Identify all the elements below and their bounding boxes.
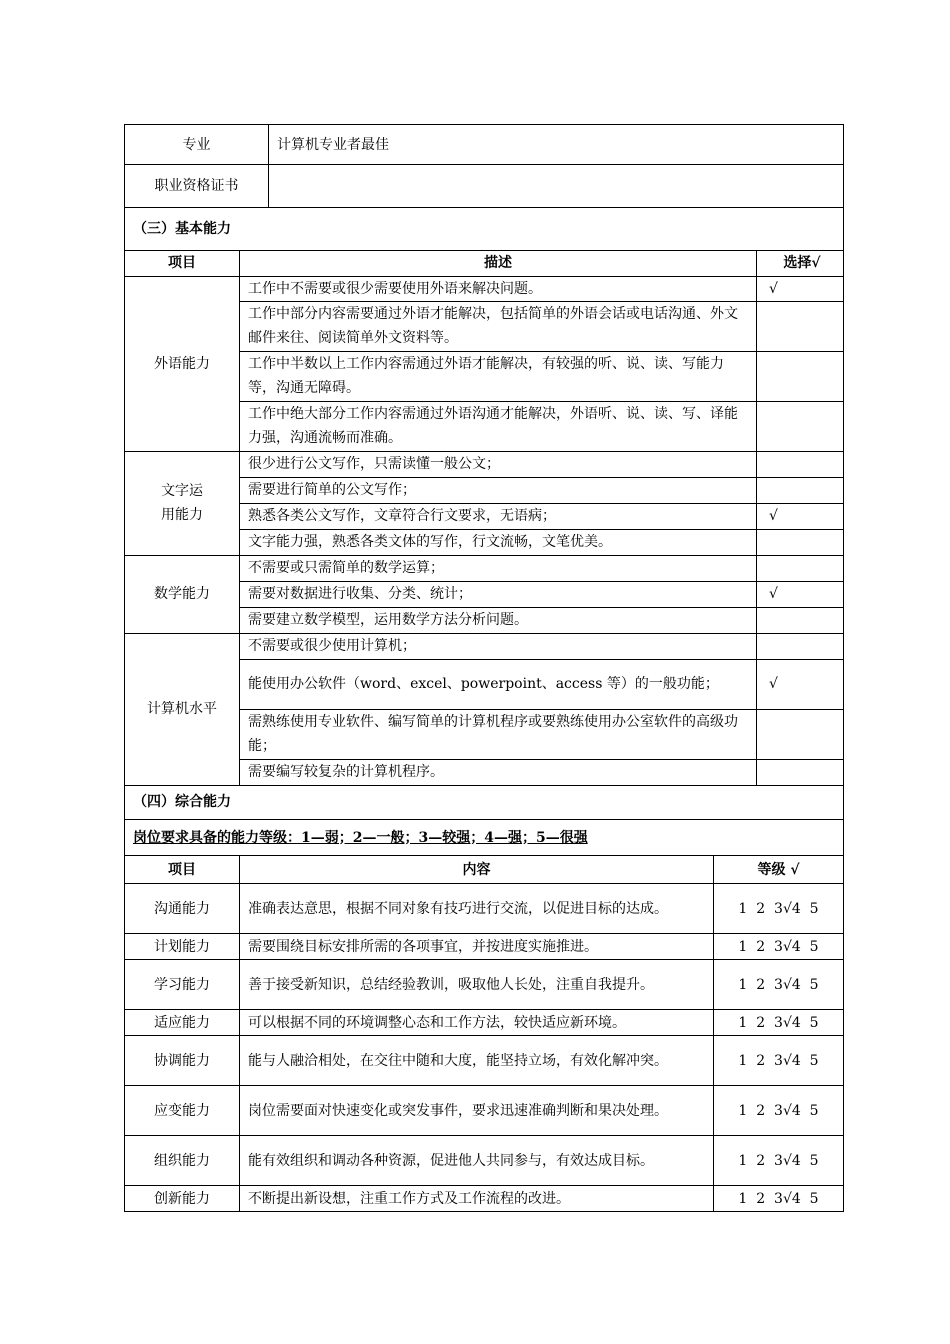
basic-header-item: 项目 [125,250,240,276]
ability-level: 1 2 3√4 5 [714,1010,844,1036]
choice-checkmark [757,607,844,633]
ability-content: 岗位需要面对快速变化或突发事件，要求迅速准确判断和果决处理。 [240,1086,714,1136]
choice-checkmark [757,401,844,451]
ability-description: 不需要或只需简单的数学运算； [240,555,757,581]
comp-header-level: 等级 √ [714,856,844,884]
comprehensive-row [125,1036,844,1086]
choice-checkmark [757,633,844,659]
basic-ability-table [124,208,844,786]
ability-name: 协调能力 [125,1036,240,1086]
ability-category: 文字运用能力 [125,451,240,555]
ability-description: 需熟练使用专业软件、编写简单的计算机程序或要熟练使用办公室软件的高级功能； [240,709,757,759]
ability-name: 创新能力 [125,1186,240,1212]
ability-content: 能与人融洽相处，在交往中随和大度，能坚持立场，有效化解冲突。 [240,1036,714,1086]
choice-checkmark [757,529,844,555]
comprehensive-row [125,934,844,960]
ability-name: 适应能力 [125,1010,240,1036]
ability-content: 需要围绕目标安排所需的各项事宜，并按进度实施推进。 [240,934,714,960]
ability-content: 准确表达意思，根据不同对象有技巧进行交流，以促进目标的达成。 [240,884,714,934]
comp-header-item: 项目 [125,856,240,884]
choice-checkmark [757,709,844,759]
ability-row [125,451,844,477]
ability-level: 1 2 3√4 5 [714,934,844,960]
ability-row [125,633,844,659]
choice-checkmark: √ [757,581,844,607]
ability-level: 1 2 3√4 5 [714,960,844,1010]
ability-category: 数学能力 [125,555,240,633]
major-label: 专业 [125,125,269,165]
ability-description: 能使用办公软件（word、excel、powerpoint、access 等）的一般功能； [240,659,757,709]
comprehensive-row [125,1186,844,1212]
comprehensive-ability-table [124,786,844,1213]
ability-level: 1 2 3√4 5 [714,1186,844,1212]
ability-name: 计划能力 [125,934,240,960]
comprehensive-ability-rows [125,884,844,1212]
comprehensive-row [125,1010,844,1036]
ability-row [125,276,844,301]
ability-description: 不需要或很少使用计算机； [240,633,757,659]
ability-name: 组织能力 [125,1136,240,1186]
ability-description: 工作中绝大部分工作内容需通过外语沟通才能解决，外语听、说、读、写、译能力强，沟通流畅而准确。 [240,401,757,451]
comp-header-content: 内容 [240,856,714,884]
ability-content: 可以根据不同的环境调整心态和工作方法，较快适应新环境。 [240,1010,714,1036]
ability-row [125,555,844,581]
choice-checkmark [757,555,844,581]
ability-description: 很少进行公文写作，只需读懂一般公文； [240,451,757,477]
choice-checkmark: √ [757,276,844,301]
basic-ability-rows [125,276,844,785]
comprehensive-row [125,960,844,1010]
ability-description: 需要编写较复杂的计算机程序。 [240,759,757,785]
qualification-table [124,124,844,208]
major-value: 计算机专业者最佳 [269,125,844,165]
job-description-sheet [124,124,843,1212]
choice-checkmark: √ [757,503,844,529]
ability-level: 1 2 3√4 5 [714,884,844,934]
ability-category: 外语能力 [125,276,240,451]
ability-description: 工作中不需要或很少需要使用外语来解决问题。 [240,276,757,301]
ability-description: 需要进行简单的公文写作； [240,477,757,503]
ability-level: 1 2 3√4 5 [714,1086,844,1136]
ability-description: 熟悉各类公文写作，文章符合行文要求，无语病； [240,503,757,529]
level-legend-note: 岗位要求具备的能力等级：1—弱；2—一般；3—较强；4—强；5—很强 [125,820,844,856]
ability-description: 文字能力强，熟悉各类文体的写作，行文流畅，文笔优美。 [240,529,757,555]
ability-content: 善于接受新知识，总结经验教训，吸取他人长处，注重自我提升。 [240,960,714,1010]
ability-description: 需要对数据进行收集、分类、统计； [240,581,757,607]
ability-description: 工作中部分内容需要通过外语才能解决，包括简单的外语会话或电话沟通、外文邮件来往、阅读简单外文资料等。 [240,301,757,351]
ability-content: 能有效组织和调动各种资源，促进他人共同参与，有效达成目标。 [240,1136,714,1186]
ability-name: 应变能力 [125,1086,240,1136]
choice-checkmark [757,759,844,785]
comprehensive-row [125,1136,844,1186]
cert-label: 职业资格证书 [125,165,269,208]
basic-header-choice: 选择√ [757,250,844,276]
choice-checkmark [757,351,844,401]
ability-level: 1 2 3√4 5 [714,1136,844,1186]
cert-value [269,165,844,208]
choice-checkmark: √ [757,659,844,709]
comprehensive-section-title: （四）综合能力 [125,786,844,820]
ability-description: 工作中半数以上工作内容需通过外语才能解决，有较强的听、说、读、写能力等，沟通无障碍。 [240,351,757,401]
choice-checkmark [757,301,844,351]
ability-content: 不断提出新设想，注重工作方式及工作流程的改进。 [240,1186,714,1212]
ability-level: 1 2 3√4 5 [714,1036,844,1086]
choice-checkmark [757,477,844,503]
choice-checkmark [757,451,844,477]
ability-name: 学习能力 [125,960,240,1010]
comprehensive-row [125,1086,844,1136]
basic-section-title: （三）基本能力 [125,208,844,250]
ability-name: 沟通能力 [125,884,240,934]
comprehensive-row [125,884,844,934]
ability-category: 计算机水平 [125,633,240,785]
ability-description: 需要建立数学模型，运用数学方法分析问题。 [240,607,757,633]
basic-header-desc: 描述 [240,250,757,276]
